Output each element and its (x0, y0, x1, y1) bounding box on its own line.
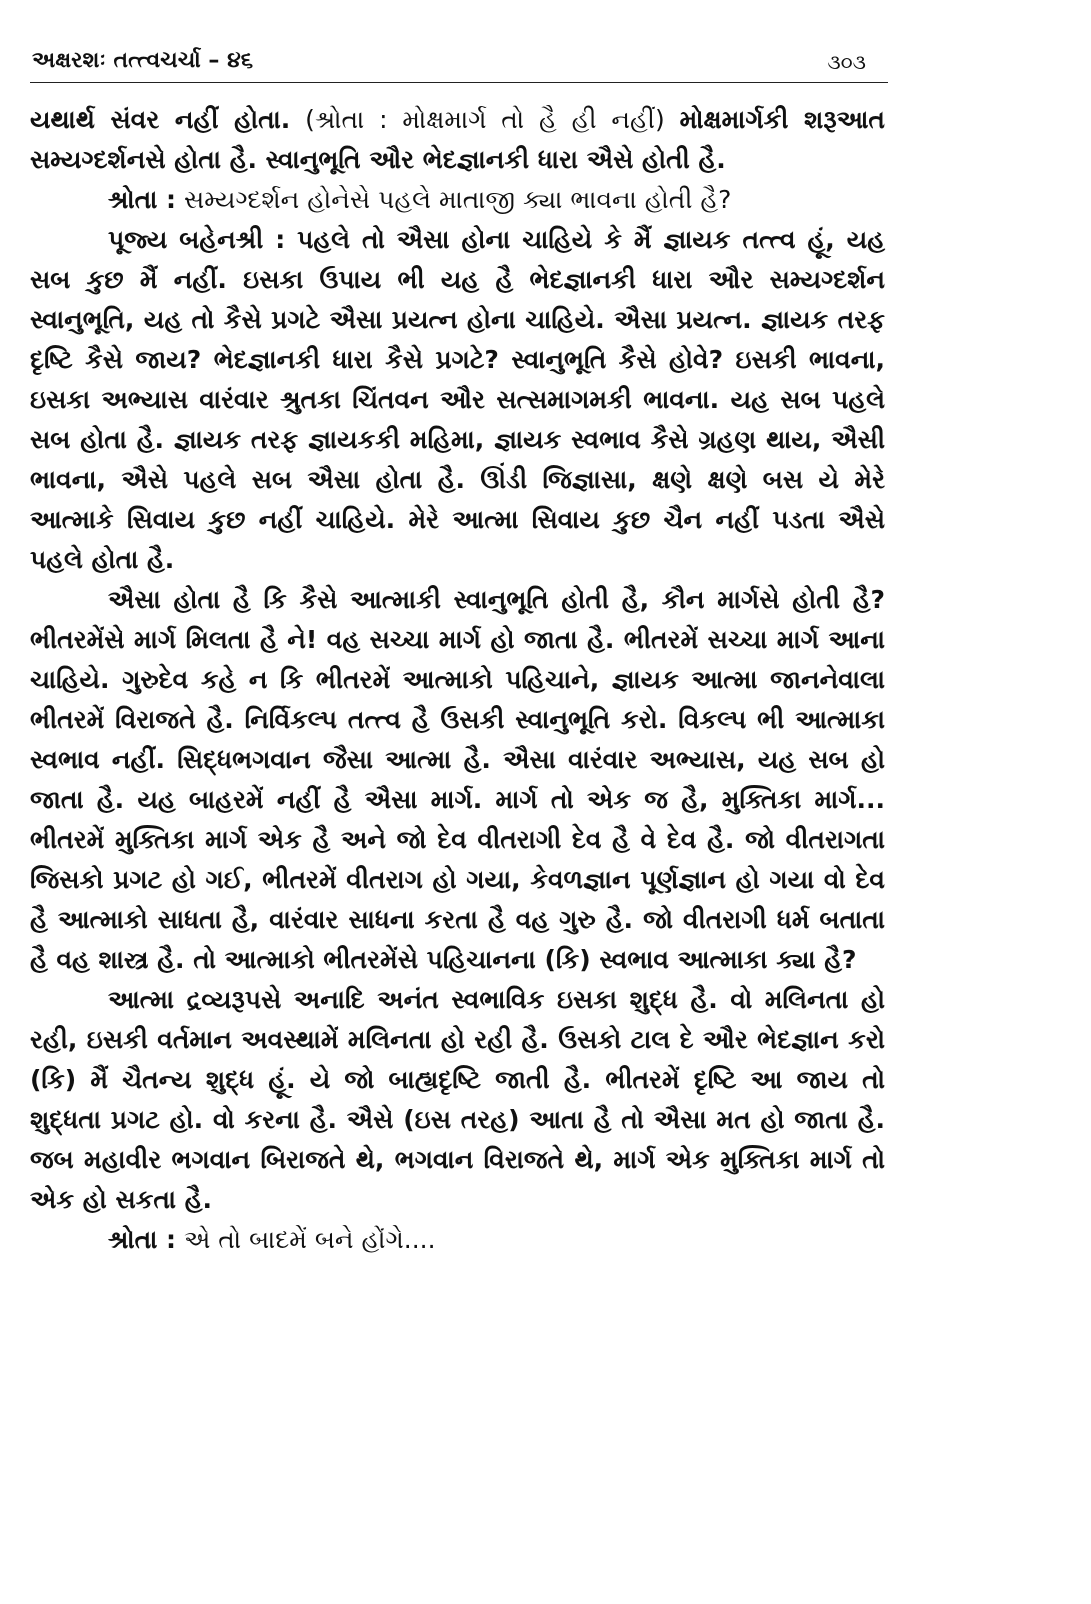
speaker-label: શ્રોતા : (108, 185, 177, 214)
speaker-label: પૂજ્ય બહેનશ્રી : (108, 225, 286, 254)
paragraph-4: ઐસા હોતા હૈ કિ કૈસે આત્માકી સ્વાનુભૂતિ હોતી હૈ, કૌન માર્ગસે હોતી હૈ? ભીતરમેંસે માર્ગ મિલતા હૈ ને! વહ સચ્ચા માર્ગ હો જાતા હૈ. ભીતરમેં સચ્ચા માર્ગ આના ચાહિયે. ગુરુદેવ કહે ન કિ ભીતરમેં આત્માકો પહિચાને, જ્ઞાયક આત્મા જાનનેવાલા ભીતરમેં વિરાજતે હૈ. નિર્વિકલ્પ તત્ત્વ હૈ ઉસકી સ્વાનુભૂતિ કરો. વિકલ્પ ભી આત્માકા સ્વભાવ નહીં. સિદ્ધભગવાન જૈસા આત્મા હૈ. ઐસા વારંવાર અભ્યાસ, યહ સબ હો જાતા હૈ. યહ બાહરમેં નહીં હૈ ઐસા માર્ગ. માર્ગ તો એક જ હૈ, મુક્તિકા માર્ગ... ભીતરમેં મુક્તિકા માર્ગ એક હૈ અને જો દેવ વીતરાગી દેવ હૈ વે દેવ હૈ. જો વીતરાગતા જિસકો પ્રગટ હો ગઈ, ભીતરમેં વીતરાગ હો ગયા, કેવળજ્ઞાન પૂર્ણજ્ઞાન હો ગયા વો દેવ હૈ આત્માકો સાધતા હૈ, વારંવાર સાધના કરતા હૈ વહ ગુરુ હૈ. જો વીતરાગી ધર્મ બતાતા હૈ વહ શાસ્ત્ર હૈ. તો આત્માકો ભીતરમેંસે પહિચાનના (કિ) સ્વભાવ આત્માકા ક્યા હૈ? (30, 585, 885, 974)
listener-question-2 (30, 1220, 885, 1260)
question-text: એ તો બાદમેં બને હોંગે.... (176, 1225, 436, 1254)
paragraph-5: આત્મા દ્રવ્યરૂપસે અનાદિ અનંત સ્વભાવિક ઇસકા શુદ્ધ હૈ. વો મલિનતા હો રહી, ઇસકી વર્તમાન અવસ્થામેં મલિનતા હો રહી હૈ. ઉસકો ટાલ દે ઔર ભેદજ્ઞાન કરો (કિ) મૈં ચૈતન્ય શુદ્ધ હૂં. યે જો બાહ્યદૃષ્ટિ જાતી હૈ. ભીતરમેં દૃષ્ટિ આ જાય તો શુદ્ધતા પ્રગટ હો. વો કરના હૈ. ઐસે (ઇસ તરહ) આતા હૈ તો ઐસા મત હો જાતા હૈ. જબ મહાવીર ભગવાન બિરાજતે થે, ભગવાન વિરાજતે થે, માર્ગ એક મુક્તિકા માર્ગ તો એક હો સકતા હૈ. (30, 985, 885, 1214)
paragraph-1-lead: યથાર્થ સંવર નહીં હોતા. (30, 105, 291, 134)
paragraph-1-rest: મોક્ષમાર્ગકી શરૂઆત સમ્યગ્દર્શનસે હોતા હૈ. સ્વાનુભૂતિ ઔર ભેદજ્ઞાનકી ધારા ઐસે હોતી હૈ. (30, 105, 885, 174)
answer-text: પહલે તો ઐસા હોના ચાહિયે કે મૈં જ્ઞાયક તત્ત્વ હૂં, યહ સબ કુછ મૈં નહીં. ઇસકા ઉપાય ભી યહ હૈ ભેદજ્ઞાનકી ધારા ઔર સમ્યગ્દર્શન સ્વાનુભૂતિ, યહ તો કૈસે પ્રગટે ઐસા પ્રયત્ન હોના ચાહિયે. ઐસા પ્રયત્ન. જ્ઞાયક તરફ દૃષ્ટિ કૈસે જાય? ભેદજ્ઞાનકી ધારા કૈસે પ્રગટે? સ્વાનુભૂતિ કૈસે હોવે? ઇસકી ભાવના, ઇસકા અભ્યાસ વારંવાર શ્રુતકા ચિંતવન ઔર સત્સમાગમકી ભાવના. યહ સબ પહલે સબ હોતા હૈ. જ્ઞાયક તરફ જ્ઞાયકકી મહિમા, જ્ઞાયક સ્વભાવ કૈસે ગ્રહણ થાય, ઐસી ભાવના, ઐસે પહલે સબ ઐસા હોતા હૈ. ઊંડી જિજ્ઞાસા, ક્ષણે ક્ષણે બસ યે મેરે આત્માકે સિવાય કુછ નહીં ચાહિયે. મેરે આત્મા સિવાય કુછ ચૈન નહીં પડતા ઐસે પહલે હોતા હૈ. (30, 225, 885, 574)
paragraph-1 (30, 100, 885, 180)
listener-remark: (શ્રોતા : મોક્ષમાર્ગ તો હૈ હી નહીં) (290, 105, 680, 134)
question-text: સમ્યગ્દર્શન હોનેસે પહલે માતાજી ક્યા ભાવના હોતી હૈ? (176, 185, 732, 214)
running-header (30, 46, 888, 83)
answer-paragraph (30, 220, 885, 580)
page-body (30, 100, 885, 1260)
speaker-label: શ્રોતા : (108, 1225, 177, 1254)
page-number: ૩૦૩ (827, 50, 866, 74)
listener-question-1 (30, 180, 885, 220)
header-title: અક્ષરશઃ તત્ત્વચર્ચા – ૪૬ (32, 48, 254, 73)
